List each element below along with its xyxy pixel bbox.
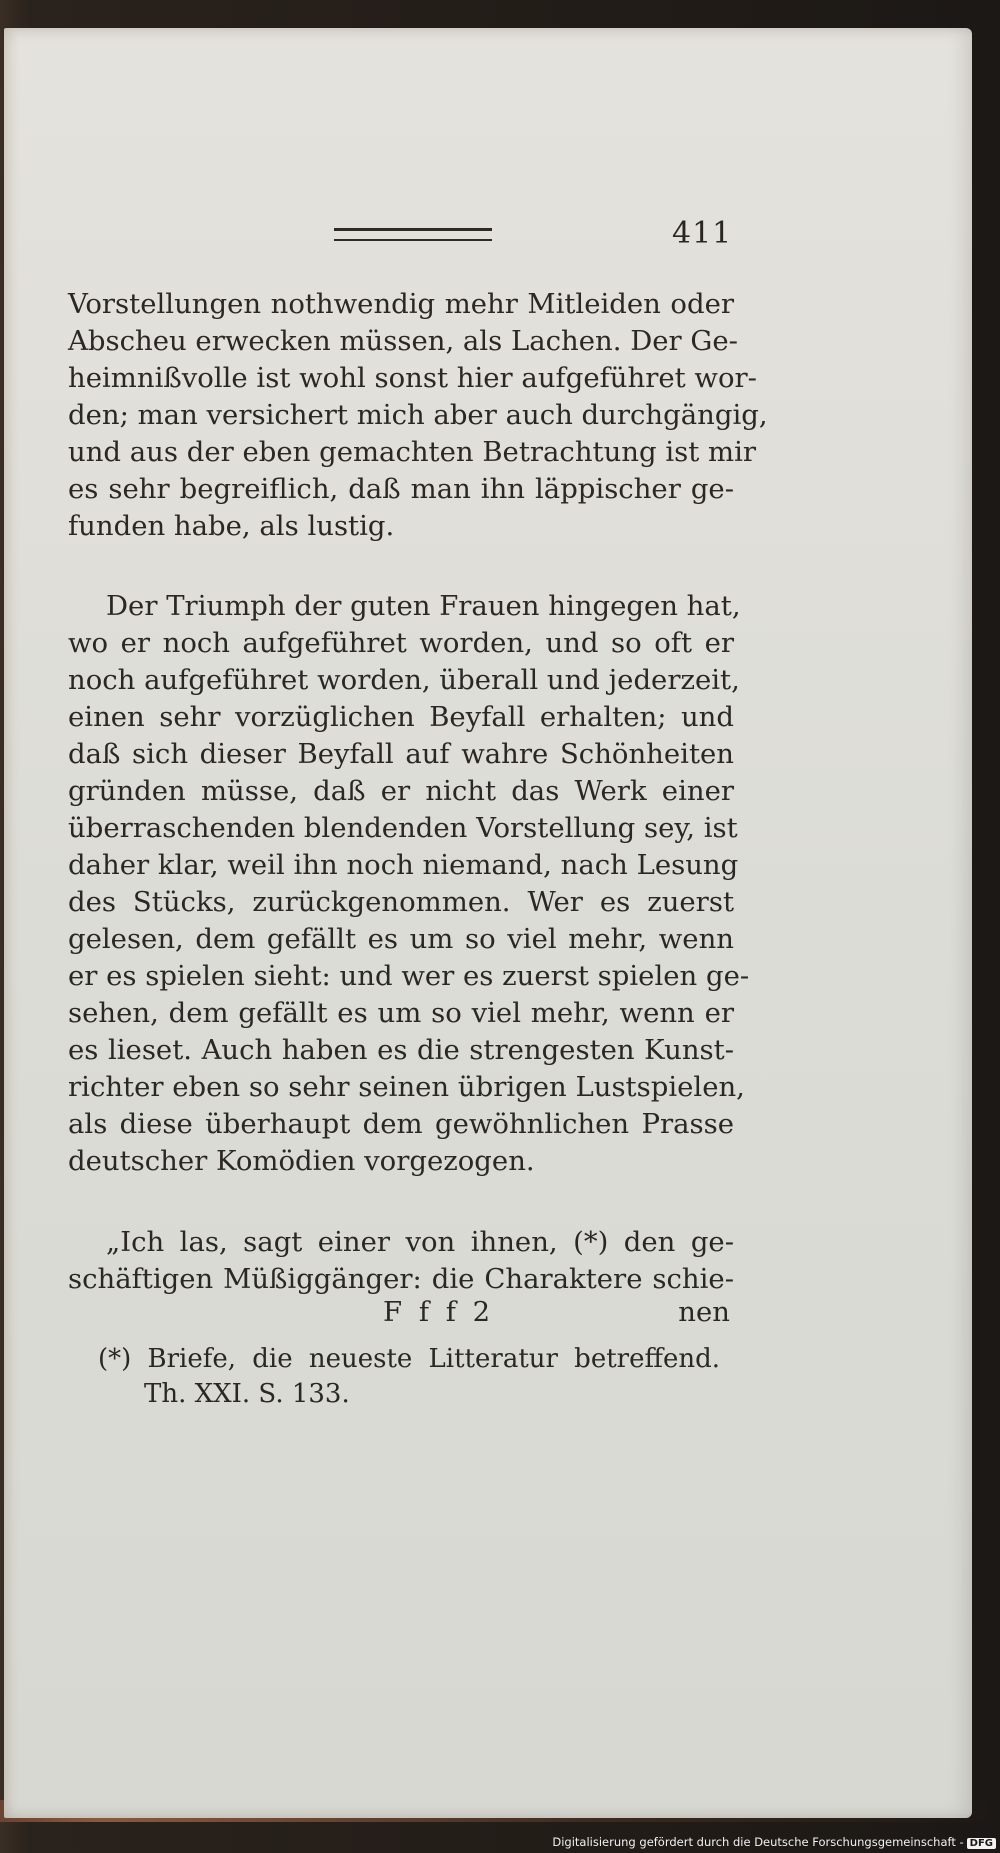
text-line: als diese überhaupt dem gewöhnlichen Prasse (68, 1108, 734, 1140)
digitization-credit (552, 1835, 996, 1849)
text-line: er es spielen sieht: und wer es zuerst spielen ge- (68, 960, 750, 992)
text-line: funden habe, als lustig. (68, 510, 395, 542)
text-line: „Ich las, sagt einer von ihnen, (*) den ge- (106, 1226, 734, 1258)
text-line: richter eben so sehr seinen übrigen Lustspielen, (68, 1071, 745, 1103)
text-line: und aus der eben gemachten Betrachtung ist mir (68, 436, 757, 468)
text-line: den; man versichert mich aber auch durchgängig, (68, 399, 768, 431)
text-line: Der Triumph der guten Frauen hingegen hat, (106, 590, 741, 622)
text-line: gelesen, dem gefällt es um so viel mehr, wenn (68, 923, 734, 955)
book-page (4, 28, 972, 1818)
text-line: einen sehr vorzüglichen Beyfall erhalten; und (68, 701, 734, 733)
catchword: nen (678, 1296, 730, 1328)
text-line: Abscheu erwecken müssen, als Lachen. Der Ge- (68, 325, 738, 357)
paragraph-3 (68, 1224, 734, 1298)
text-line: Vorstellungen nothwendig mehr Mitleiden oder (68, 288, 734, 320)
text-line: heimnißvolle ist wohl sonst hier aufgeführet wor- (68, 362, 757, 394)
text-line: es sehr begreiflich, daß man ihn läppischer ge- (68, 473, 734, 505)
text-line: deutscher Komödien vorgezogen. (68, 1145, 535, 1177)
footnote-line: (*) Briefe, die neueste Litteratur betreffend. (98, 1344, 720, 1374)
text-line: daß sich dieser Beyfall auf wahre Schönheiten (68, 738, 734, 770)
signature-mark: F f f 2 (383, 1296, 495, 1328)
text-line: wo er noch aufgeführet worden, und so oft er (68, 627, 734, 659)
text-line: es lieset. Auch haben es die strengesten Kunst- (68, 1034, 734, 1066)
text-line: gründen müsse, daß er nicht das Werk einer (68, 775, 734, 807)
dfg-logo: DFG (967, 1838, 996, 1849)
paragraph-1 (68, 286, 768, 545)
text-line: sehen, dem gefällt es um so viel mehr, wenn er (68, 997, 734, 1029)
text-line: des Stücks, zurückgenommen. Wer es zuerst (68, 886, 734, 918)
footnote (98, 1342, 720, 1412)
text-line: noch aufgeführet worden, überall und jederzeit, (68, 664, 740, 696)
page-number: 411 (672, 216, 733, 251)
text-line: schäftigen Müßiggänger: die Charaktere schie- (68, 1263, 734, 1295)
signature-line (68, 1296, 734, 1333)
text-line: daher klar, weil ihn noch niemand, nach Lesung (68, 849, 739, 881)
credit-text: Digitalisierung gefördert durch die Deutsche Forschungsgemeinschaft - (552, 1835, 964, 1849)
footnote-line: Th. XXI. S. 133. (144, 1379, 350, 1409)
paragraph-2 (68, 588, 750, 1180)
header-rule (334, 228, 492, 241)
text-line: überraschenden blendenden Vorstellung sey, ist (68, 812, 738, 844)
